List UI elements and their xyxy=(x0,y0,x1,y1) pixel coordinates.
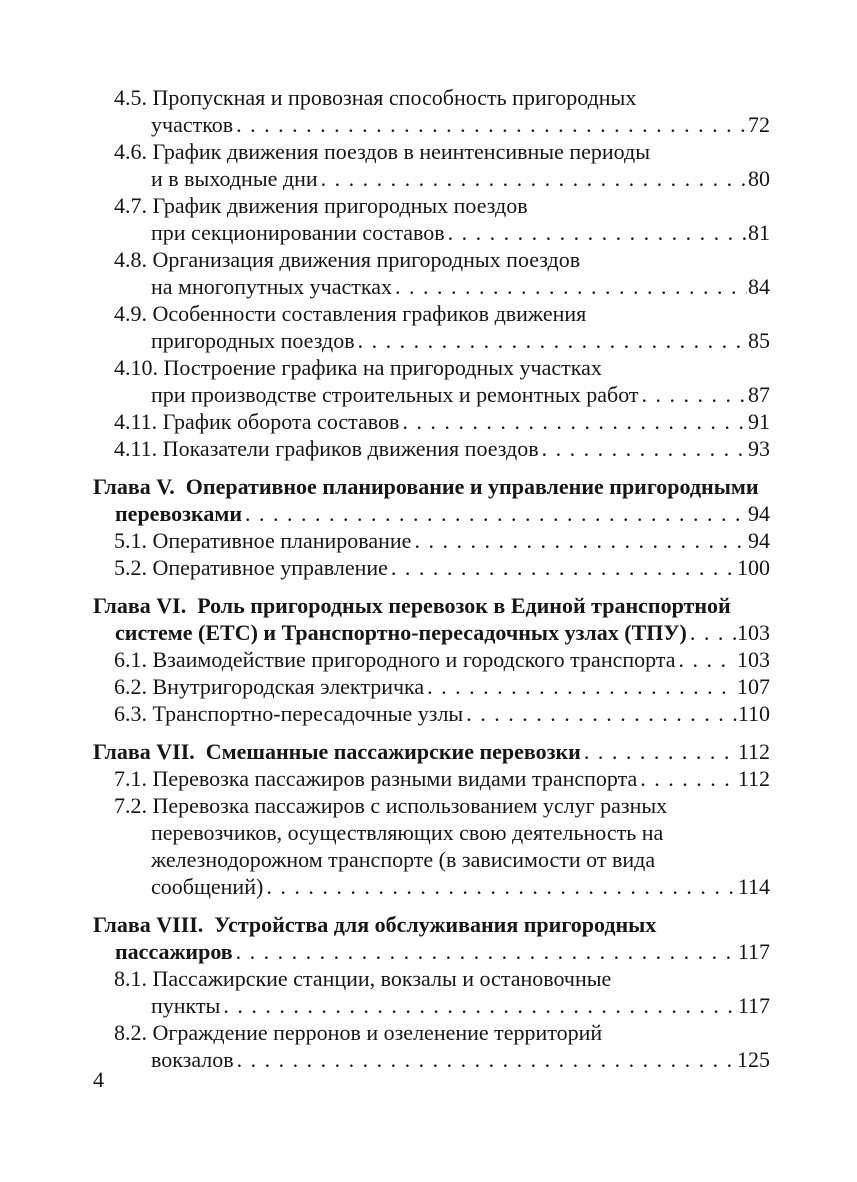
toc-dot-leader xyxy=(414,527,747,554)
toc-page-number: 125 xyxy=(737,1047,770,1072)
toc-page-number: 103 xyxy=(737,620,770,645)
toc-entry xyxy=(93,300,770,354)
toc-line xyxy=(93,673,770,700)
toc-entry xyxy=(93,965,770,1019)
toc-entry xyxy=(93,554,770,581)
toc-entry xyxy=(93,473,770,527)
toc-dot-leader xyxy=(236,111,747,138)
toc-dot-leader xyxy=(642,381,747,408)
toc-entry-text: 6.3. Транспортно-пересадочные узлы xyxy=(114,701,464,726)
toc-page-number: 85 xyxy=(748,328,770,353)
toc-entry-text: 8.2. Ограждение перронов и озеленение территорий xyxy=(114,1020,603,1045)
toc-page-number: 110 xyxy=(737,701,770,726)
toc-entry-text: железнодорожном транспорте (в зависимости от вида xyxy=(151,847,656,872)
toc-entry xyxy=(93,435,770,462)
table-of-contents xyxy=(93,84,770,1073)
toc-entry-text: системе (ЕТС) и Транспортно-пересадочных узлах (ТПУ) xyxy=(115,620,687,645)
toc-entry-text: пассажиров xyxy=(115,939,233,964)
toc-entry-text: Глава VI. Роль пригородных перевозок в Единой транспортной xyxy=(93,593,731,618)
toc-entry xyxy=(93,673,770,700)
toc-page-number: 81 xyxy=(748,220,770,245)
toc-entry-text: вокзалов xyxy=(151,1047,234,1072)
toc-entry-text: 4.6. График движения поездов в неинтенсивные периоды xyxy=(114,139,650,164)
toc-entry-text: 7.2. Перевозка пассажиров с использованием услуг разных xyxy=(114,793,668,818)
toc-dot-leader xyxy=(448,219,747,246)
toc-entry-text: 4.9. Особенности составления графиков движения xyxy=(114,301,587,326)
toc-dot-leader xyxy=(690,619,736,646)
toc-entry-text: при секционировании составов xyxy=(151,220,445,245)
toc-line xyxy=(93,300,770,327)
toc-line xyxy=(93,354,770,381)
toc-entry-text: пригородных поездов xyxy=(151,328,355,353)
toc-dot-leader xyxy=(223,992,736,1019)
toc-page-number: 112 xyxy=(737,766,770,791)
toc-entry xyxy=(93,738,770,765)
toc-entry-text: сообщений) xyxy=(151,874,264,899)
toc-entry xyxy=(93,592,770,646)
toc-line xyxy=(93,1019,770,1046)
toc-page-number: 100 xyxy=(737,555,770,580)
toc-dot-leader xyxy=(679,646,737,673)
toc-line xyxy=(93,500,770,527)
toc-dot-leader xyxy=(542,435,747,462)
toc-entry-text: 7.1. Перевозка пассажиров разными видами транспорта xyxy=(114,766,638,791)
toc-page-number: 72 xyxy=(748,112,770,137)
toc-line xyxy=(93,165,770,192)
toc-page-number: 107 xyxy=(737,674,770,699)
toc-line xyxy=(93,992,770,1019)
toc-dot-leader xyxy=(402,408,747,435)
toc-line xyxy=(93,819,770,846)
toc-entry-text: и в выходные дни xyxy=(151,166,318,191)
toc-dot-leader xyxy=(584,738,737,765)
toc-line xyxy=(93,219,770,246)
toc-line xyxy=(93,911,770,938)
toc-line xyxy=(93,273,770,300)
toc-entry-text: 5.1. Оперативное планирование xyxy=(114,528,412,553)
toc-line xyxy=(93,527,770,554)
toc-entry-text: перевозками xyxy=(115,501,243,526)
toc-line xyxy=(93,1046,770,1073)
toc-dot-leader xyxy=(236,938,737,965)
toc-entry xyxy=(93,408,770,435)
toc-entry xyxy=(93,354,770,408)
toc-entry-text: Глава VII. Смешанные пассажирские перевозки xyxy=(93,739,581,764)
toc-dot-leader xyxy=(321,165,747,192)
toc-line xyxy=(93,592,770,619)
toc-entry xyxy=(93,84,770,138)
toc-entry-text: участков xyxy=(151,112,234,137)
toc-page-number: 112 xyxy=(737,739,770,764)
toc-line xyxy=(93,435,770,462)
toc-dot-leader xyxy=(640,765,737,792)
toc-entry-text: пункты xyxy=(151,993,221,1018)
toc-dot-leader xyxy=(245,500,747,527)
toc-line xyxy=(93,246,770,273)
toc-entry-text: 4.10. Построение графика на пригородных участках xyxy=(114,355,602,380)
toc-entry-text: 4.7. График движения пригородных поездов xyxy=(114,193,528,218)
toc-entry xyxy=(93,1019,770,1073)
toc-entry xyxy=(93,138,770,192)
toc-page-number: 94 xyxy=(748,528,770,553)
toc-entry-text: 6.2. Внутригородская электричка xyxy=(114,674,425,699)
toc-entry-text: Глава VIII. Устройства для обслуживания пригородных xyxy=(93,912,657,937)
toc-line xyxy=(93,408,770,435)
toc-line xyxy=(93,765,770,792)
toc-page-number: 94 xyxy=(748,501,770,526)
toc-entry xyxy=(93,527,770,554)
toc-page-number: 93 xyxy=(748,436,770,461)
toc-line xyxy=(93,700,770,727)
toc-entry-text: 4.8. Организация движения пригородных поездов xyxy=(114,247,581,272)
toc-line xyxy=(93,965,770,992)
toc-dot-leader xyxy=(358,327,747,354)
toc-entry-text: 4.11. График оборота составов xyxy=(114,409,400,434)
toc-entry-text: перевозчиков, осуществляющих свою деятельность на xyxy=(151,820,664,845)
toc-entry-text: 8.1. Пассажирские станции, вокзалы и остановочные xyxy=(114,966,612,991)
toc-entry xyxy=(93,246,770,300)
toc-line xyxy=(93,473,770,500)
toc-page-number: 117 xyxy=(737,993,770,1018)
toc-line xyxy=(93,873,770,900)
toc-line xyxy=(93,327,770,354)
toc-line xyxy=(93,738,770,765)
toc-line xyxy=(93,381,770,408)
toc-line xyxy=(93,646,770,673)
toc-entry xyxy=(93,792,770,900)
toc-page-number: 87 xyxy=(748,382,770,407)
toc-dot-leader xyxy=(395,273,747,300)
toc-line xyxy=(93,938,770,965)
toc-entry xyxy=(93,192,770,246)
footer-page-number: 4 xyxy=(93,1067,104,1092)
toc-dot-leader xyxy=(266,873,737,900)
toc-dot-leader xyxy=(427,673,736,700)
toc-line xyxy=(93,111,770,138)
toc-page-number: 103 xyxy=(737,647,770,672)
toc-line xyxy=(93,192,770,219)
toc-line xyxy=(93,619,770,646)
toc-page-number: 84 xyxy=(748,274,770,299)
toc-page-number: 117 xyxy=(737,939,770,964)
toc-dot-leader xyxy=(237,1046,736,1073)
toc-entry-text: 4.11. Показатели графиков движения поездов xyxy=(114,436,539,461)
toc-page-number: 114 xyxy=(737,874,770,899)
toc-entry-text: 6.1. Взаимодействие пригородного и городского транспорта xyxy=(114,647,676,672)
toc-entry-text: 5.2. Оперативное управление xyxy=(114,555,388,580)
toc-entry xyxy=(93,911,770,965)
toc-dot-leader xyxy=(391,554,736,581)
toc-entry xyxy=(93,765,770,792)
toc-line xyxy=(93,792,770,819)
toc-entry-text: на многопутных участках xyxy=(151,274,392,299)
toc-line xyxy=(93,138,770,165)
toc-page-number: 91 xyxy=(748,409,770,434)
toc-entry-text: при производстве строительных и ремонтных работ xyxy=(151,382,639,407)
toc-entry xyxy=(93,700,770,727)
toc-line xyxy=(93,84,770,111)
toc-line xyxy=(93,554,770,581)
toc-entry xyxy=(93,646,770,673)
toc-line xyxy=(93,846,770,873)
toc-dot-leader xyxy=(466,700,737,727)
toc-entry-text: Глава V. Оперативное планирование и управление пригородными xyxy=(93,474,759,499)
toc-page-number: 80 xyxy=(748,166,770,191)
toc-entry-text: 4.5. Пропускная и провозная способность пригородных xyxy=(114,85,637,110)
